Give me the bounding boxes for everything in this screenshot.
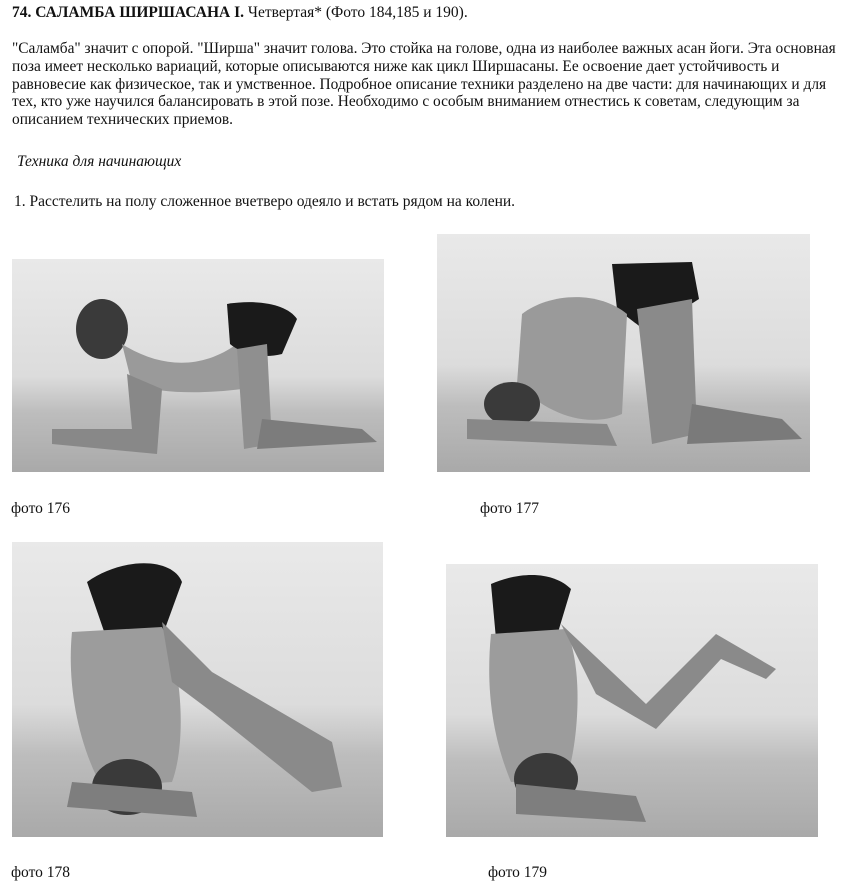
asana-subtitle: Четвертая* (Фото 184,185 и 190).: [247, 4, 468, 21]
photo-177-figure: [437, 234, 810, 472]
photo-176-caption: фото 176: [11, 500, 71, 517]
photo-178-figure: [12, 542, 383, 837]
section-heading: [12, 3, 832, 23]
technique-subheading: Техника для начинающих: [17, 153, 182, 170]
intro-paragraph: "Саламба" значит с опорой. "Ширша" значит голова. Это стойка на голове, одна из наиболее важных асан йоги. Эта основная поза имеет несколько вариаций, которые описываются ниже как цикл Ширшасаны. Ее освоение дает устойчивость и равновесие как физическое, так и умственное. Подробное описание техники разделено на две части: для начинающих и для тех, кто уже научился балансировать в этой позе. Необходимо с особым вниманием отнестись к советам, следующим за описанием технических приемов.: [12, 40, 836, 129]
photo-179-caption: фото 179: [488, 864, 548, 881]
photo-176-figure: [12, 259, 384, 472]
photo-177-caption: фото 177: [480, 500, 540, 517]
photo-179: [446, 564, 818, 837]
photo-178-caption: фото 178: [11, 864, 71, 881]
step-1-text: 1. Расстелить на полу сложенное вчетверо одеяло и встать рядом на колени.: [14, 193, 516, 210]
photo-179-figure: [446, 564, 818, 837]
photo-178: [12, 542, 383, 837]
photo-177: [437, 234, 810, 472]
asana-title: 74. САЛАМБА ШИРШАСАНА I.: [12, 4, 244, 21]
photo-176: [12, 259, 384, 472]
